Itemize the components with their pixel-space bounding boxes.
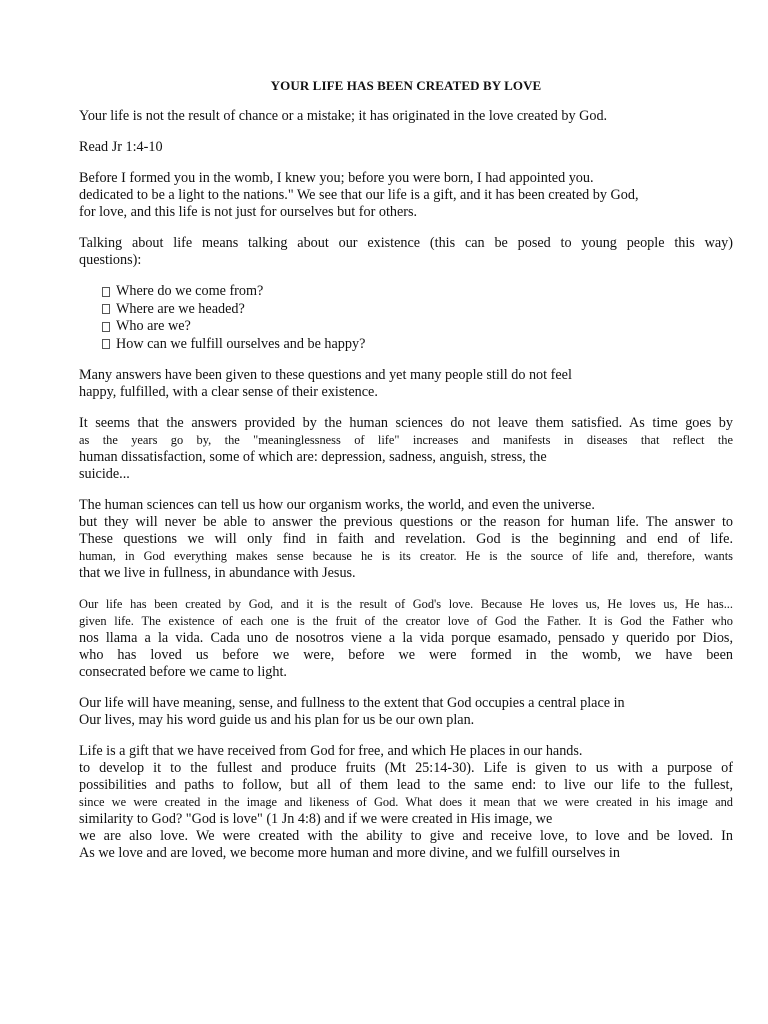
question-text: Where do we come from? — [116, 283, 264, 299]
paragraph-line: nos llama a la vida. Cada uno de nosotros viene a la vida porque esamado, pensado y querido por Dios, — [79, 630, 733, 646]
paragraph-line: who has loved us before we were, before we were formed in the womb, we have been — [79, 647, 733, 663]
question-item — [79, 301, 733, 319]
question-text: Where are we headed? — [116, 300, 245, 317]
paragraph — [79, 108, 733, 125]
paragraph-line: happy, fulfilled, with a clear sense of their existence. — [79, 384, 378, 400]
paragraph — [79, 415, 733, 483]
paragraph-line: Before I formed you in the womb, I knew you; before you were born, I had appointed you. — [79, 170, 594, 186]
paragraph — [79, 695, 733, 729]
paragraph-line: possibilities and paths to follow, but all of them lead to the same end: to live our life to the fullest, — [79, 777, 733, 793]
question-text: Who are we? — [116, 318, 191, 334]
paragraph — [79, 139, 733, 156]
paragraph-line: human, in God everything makes sense because he is its creator. He is the source of life and, therefore, wants — [79, 549, 733, 563]
paragraph-line: dedicated to be a light to the nations." We see that our life is a gift, and it has been created by God, — [79, 187, 639, 203]
paragraph-line: Many answers have been given to these questions and yet many people still do not feel — [79, 367, 572, 383]
paragraph-line: Our life has been created by God, and it is the result of God's love. Because He loves us, He loves us, He has... — [79, 597, 733, 611]
intro-section — [79, 108, 733, 269]
paragraph — [79, 235, 733, 269]
paragraph-line: questions): — [79, 252, 142, 268]
paragraph-line: These questions we will only find in faith and revelation. God is the beginning and end of life. — [79, 531, 733, 547]
paragraph-line: Our lives, may his word guide us and his plan for us be our own plan. — [79, 712, 475, 728]
paragraph — [79, 596, 733, 681]
body-section — [79, 367, 733, 862]
question-text: How can we fulfill ourselves and be happy? — [116, 335, 366, 352]
paragraph — [79, 743, 733, 862]
paragraph-line: suicide... — [79, 466, 130, 482]
bullet-box-icon — [102, 287, 110, 297]
paragraph — [79, 497, 733, 582]
paragraph-line: Life is a gift that we have received from God for free, and which He places in our hands. — [79, 743, 583, 759]
paragraph-line: Our life will have meaning, sense, and fullness to the extent that God occupies a central place in — [79, 695, 625, 711]
question-list — [79, 283, 733, 353]
bullet-box-icon — [102, 304, 110, 314]
paragraph-line: human dissatisfaction, some of which are: depression, sadness, anguish, stress, the — [79, 449, 547, 465]
paragraph-line: It seems that the answers provided by the human sciences do not leave them satisfied. As time goes by — [79, 415, 733, 431]
paragraph-line: Talking about life means talking about our existence (this can be posed to young people this way) — [79, 235, 733, 251]
paragraph-line: we are also love. We were created with the ability to give and receive love, to love and be loved. In — [79, 828, 733, 844]
paragraph-line: since we were created in the image and likeness of God. What does it mean that we were created in his image and — [79, 795, 733, 809]
paragraph — [79, 170, 733, 221]
question-item — [79, 283, 733, 301]
paragraph-line: but they will never be able to answer the previous questions or the reason for human life. The answer to — [79, 514, 733, 530]
bullet-box-icon — [102, 339, 110, 349]
paragraph-line: that we live in fullness, in abundance with Jesus. — [79, 565, 356, 581]
paragraph-line: similarity to God? "God is love" (1 Jn 4:8) and if we were created in His image, we — [79, 811, 553, 827]
page-title: YOUR LIFE HAS BEEN CREATED BY LOVE — [270, 78, 542, 93]
paragraph-line: consecrated before we came to light. — [79, 664, 287, 680]
paragraph-line: given life. The existence of each one is the fruit of the creator love of God the Father. It is God the Father who — [79, 614, 733, 628]
paragraph-line: As we love and are loved, we become more human and more divine, and we fulfill ourselves in — [79, 845, 620, 861]
paragraph — [79, 367, 733, 401]
paragraph-line: for love, and this life is not just for ourselves but for others. — [79, 204, 418, 220]
paragraph-line: to develop it to the fullest and produce fruits (Mt 25:14-30). Life is given to us with a purpose of — [79, 760, 733, 776]
question-item — [79, 318, 733, 336]
document-page — [79, 77, 733, 876]
paragraph-line: Your life is not the result of chance or a mistake; it has originated in the love created by God. — [79, 108, 608, 124]
paragraph-line: Read Jr 1:4-10 — [79, 139, 163, 155]
paragraph-line: as the years go by, the "meaninglessness of life" increases and manifests in diseases that reflect the — [79, 433, 733, 447]
paragraph-line: The human sciences can tell us how our organism works, the world, and even the universe. — [79, 497, 595, 513]
question-item — [79, 336, 733, 354]
bullet-box-icon — [102, 322, 110, 332]
